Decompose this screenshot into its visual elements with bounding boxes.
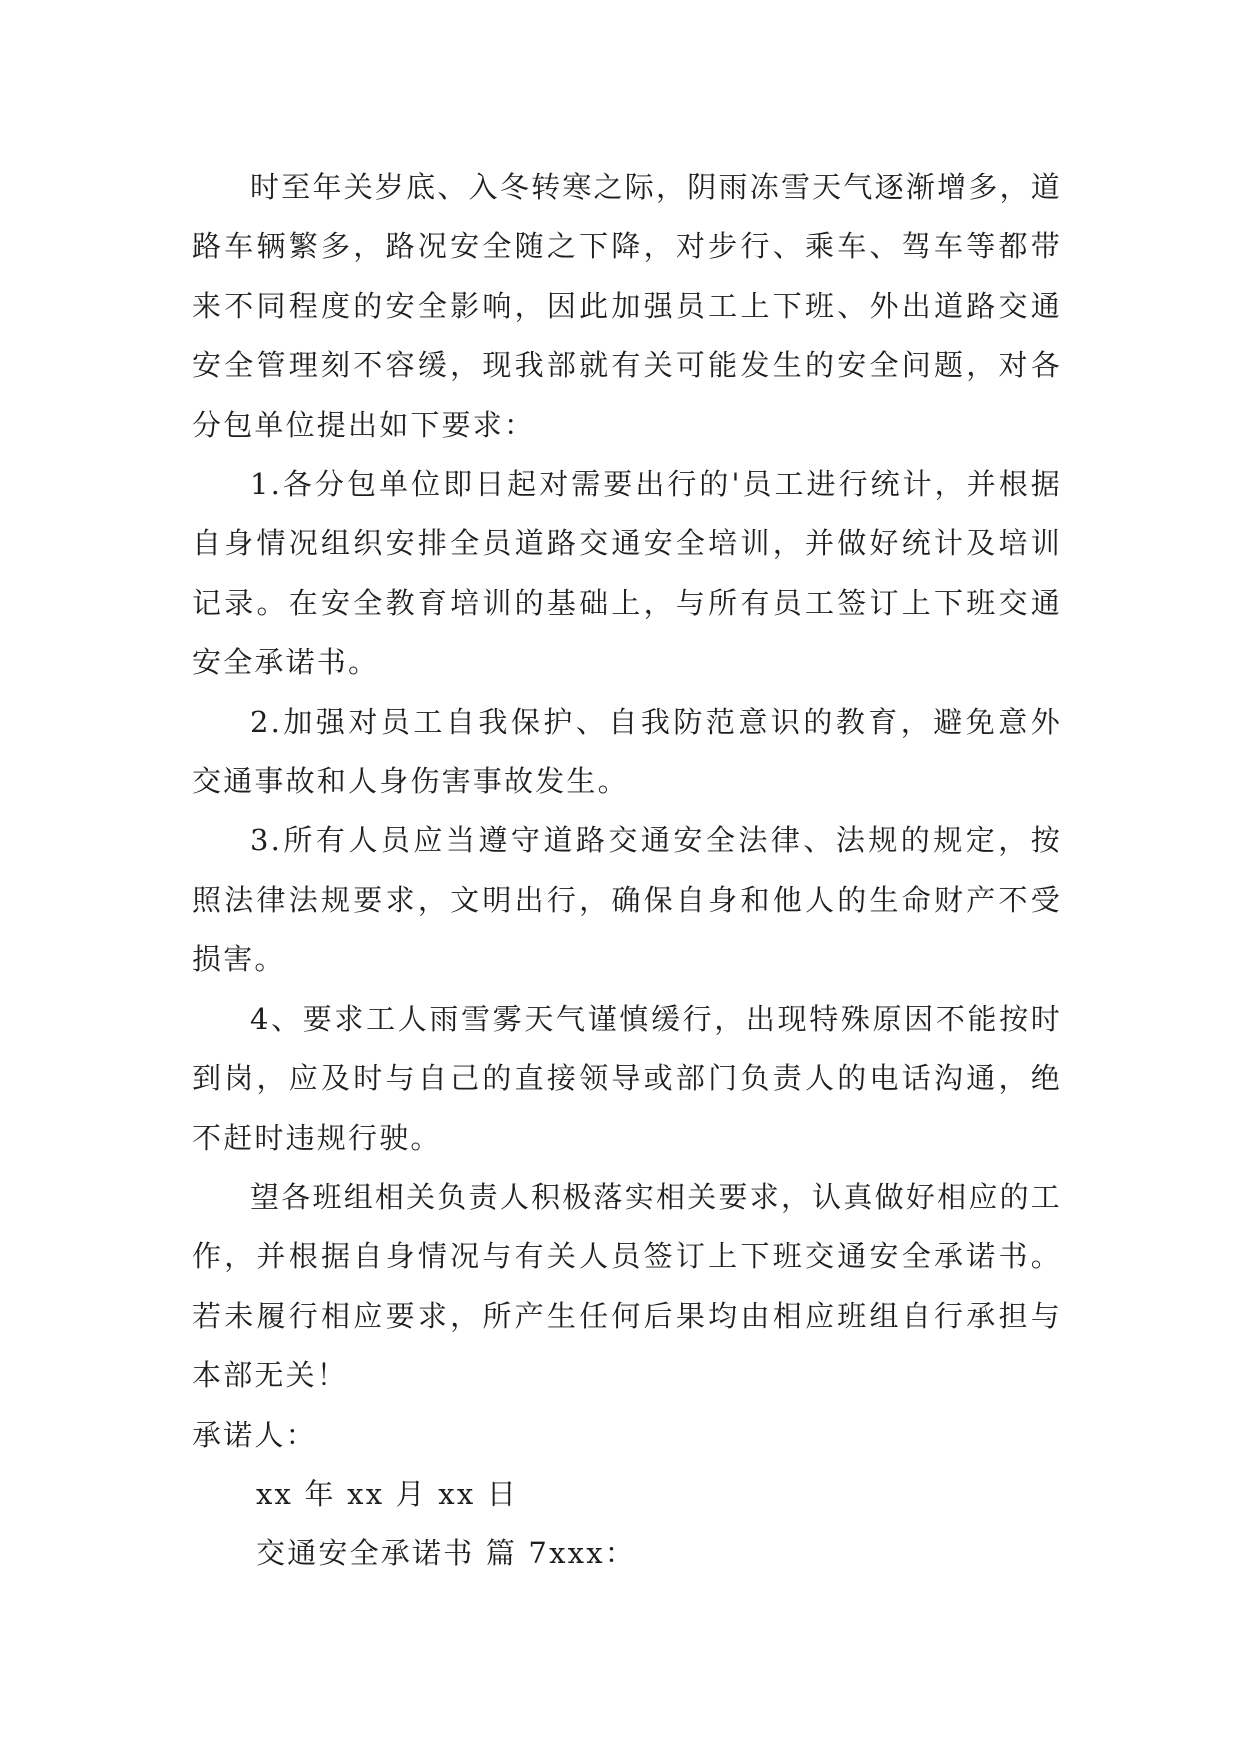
date-line: xx 年 xx 月 xx 日 [256, 1476, 519, 1511]
requirement-3-paragraph: 3.所有人员应当遵守道路交通安全法律、法规的规定，按照法律法规要求，文明出行，确保自身和他人的生命财产不受损害。 [192, 823, 1062, 977]
next-section-heading: 交通安全承诺书 篇 7xxx： [256, 1536, 636, 1571]
document-body [192, 158, 1062, 1584]
requirement-2-paragraph: 2.加强对员工自我保护、自我防范意识的教育，避免意外交通事故和人身伤害事故发生。 [192, 704, 1062, 799]
closing-paragraph: 望各班组相关负责人积极落实相关要求，认真做好相应的工作，并根据自身情况与有关人员签订上下班交通安全承诺书。若未履行相应要求，所产生任何后果均由相应班组自行承担与本部无关！ [192, 1179, 1062, 1393]
requirement-1-paragraph: 1.各分包单位即日起对需要出行的'员工进行统计，并根据自身情况组织安排全员道路交通安全培训，并做好统计及培训记录。在安全教育培训的基础上，与所有员工签订上下班交通安全承诺书。 [192, 467, 1062, 680]
intro-paragraph: 时至年关岁底、入冬转寒之际，阴雨冻雪天气逐渐增多，道路车辆繁多，路况安全随之下降，对步行、乘车、驾车等都带来不同程度的安全影响，因此加强员工上下班、外出道路交通安全管理刻不容缓，现我部就有关可能发生的安全问题，对各分包单位提出如下要求： [192, 170, 1062, 442]
signer-label: 承诺人： [192, 1417, 317, 1452]
requirement-4-paragraph: 4、要求工人雨雪雾天气谨慎缓行，出现特殊原因不能按时到岗，应及时与自己的直接领导或部门负责人的电话沟通，绝不赶时违规行驶。 [192, 1001, 1062, 1155]
